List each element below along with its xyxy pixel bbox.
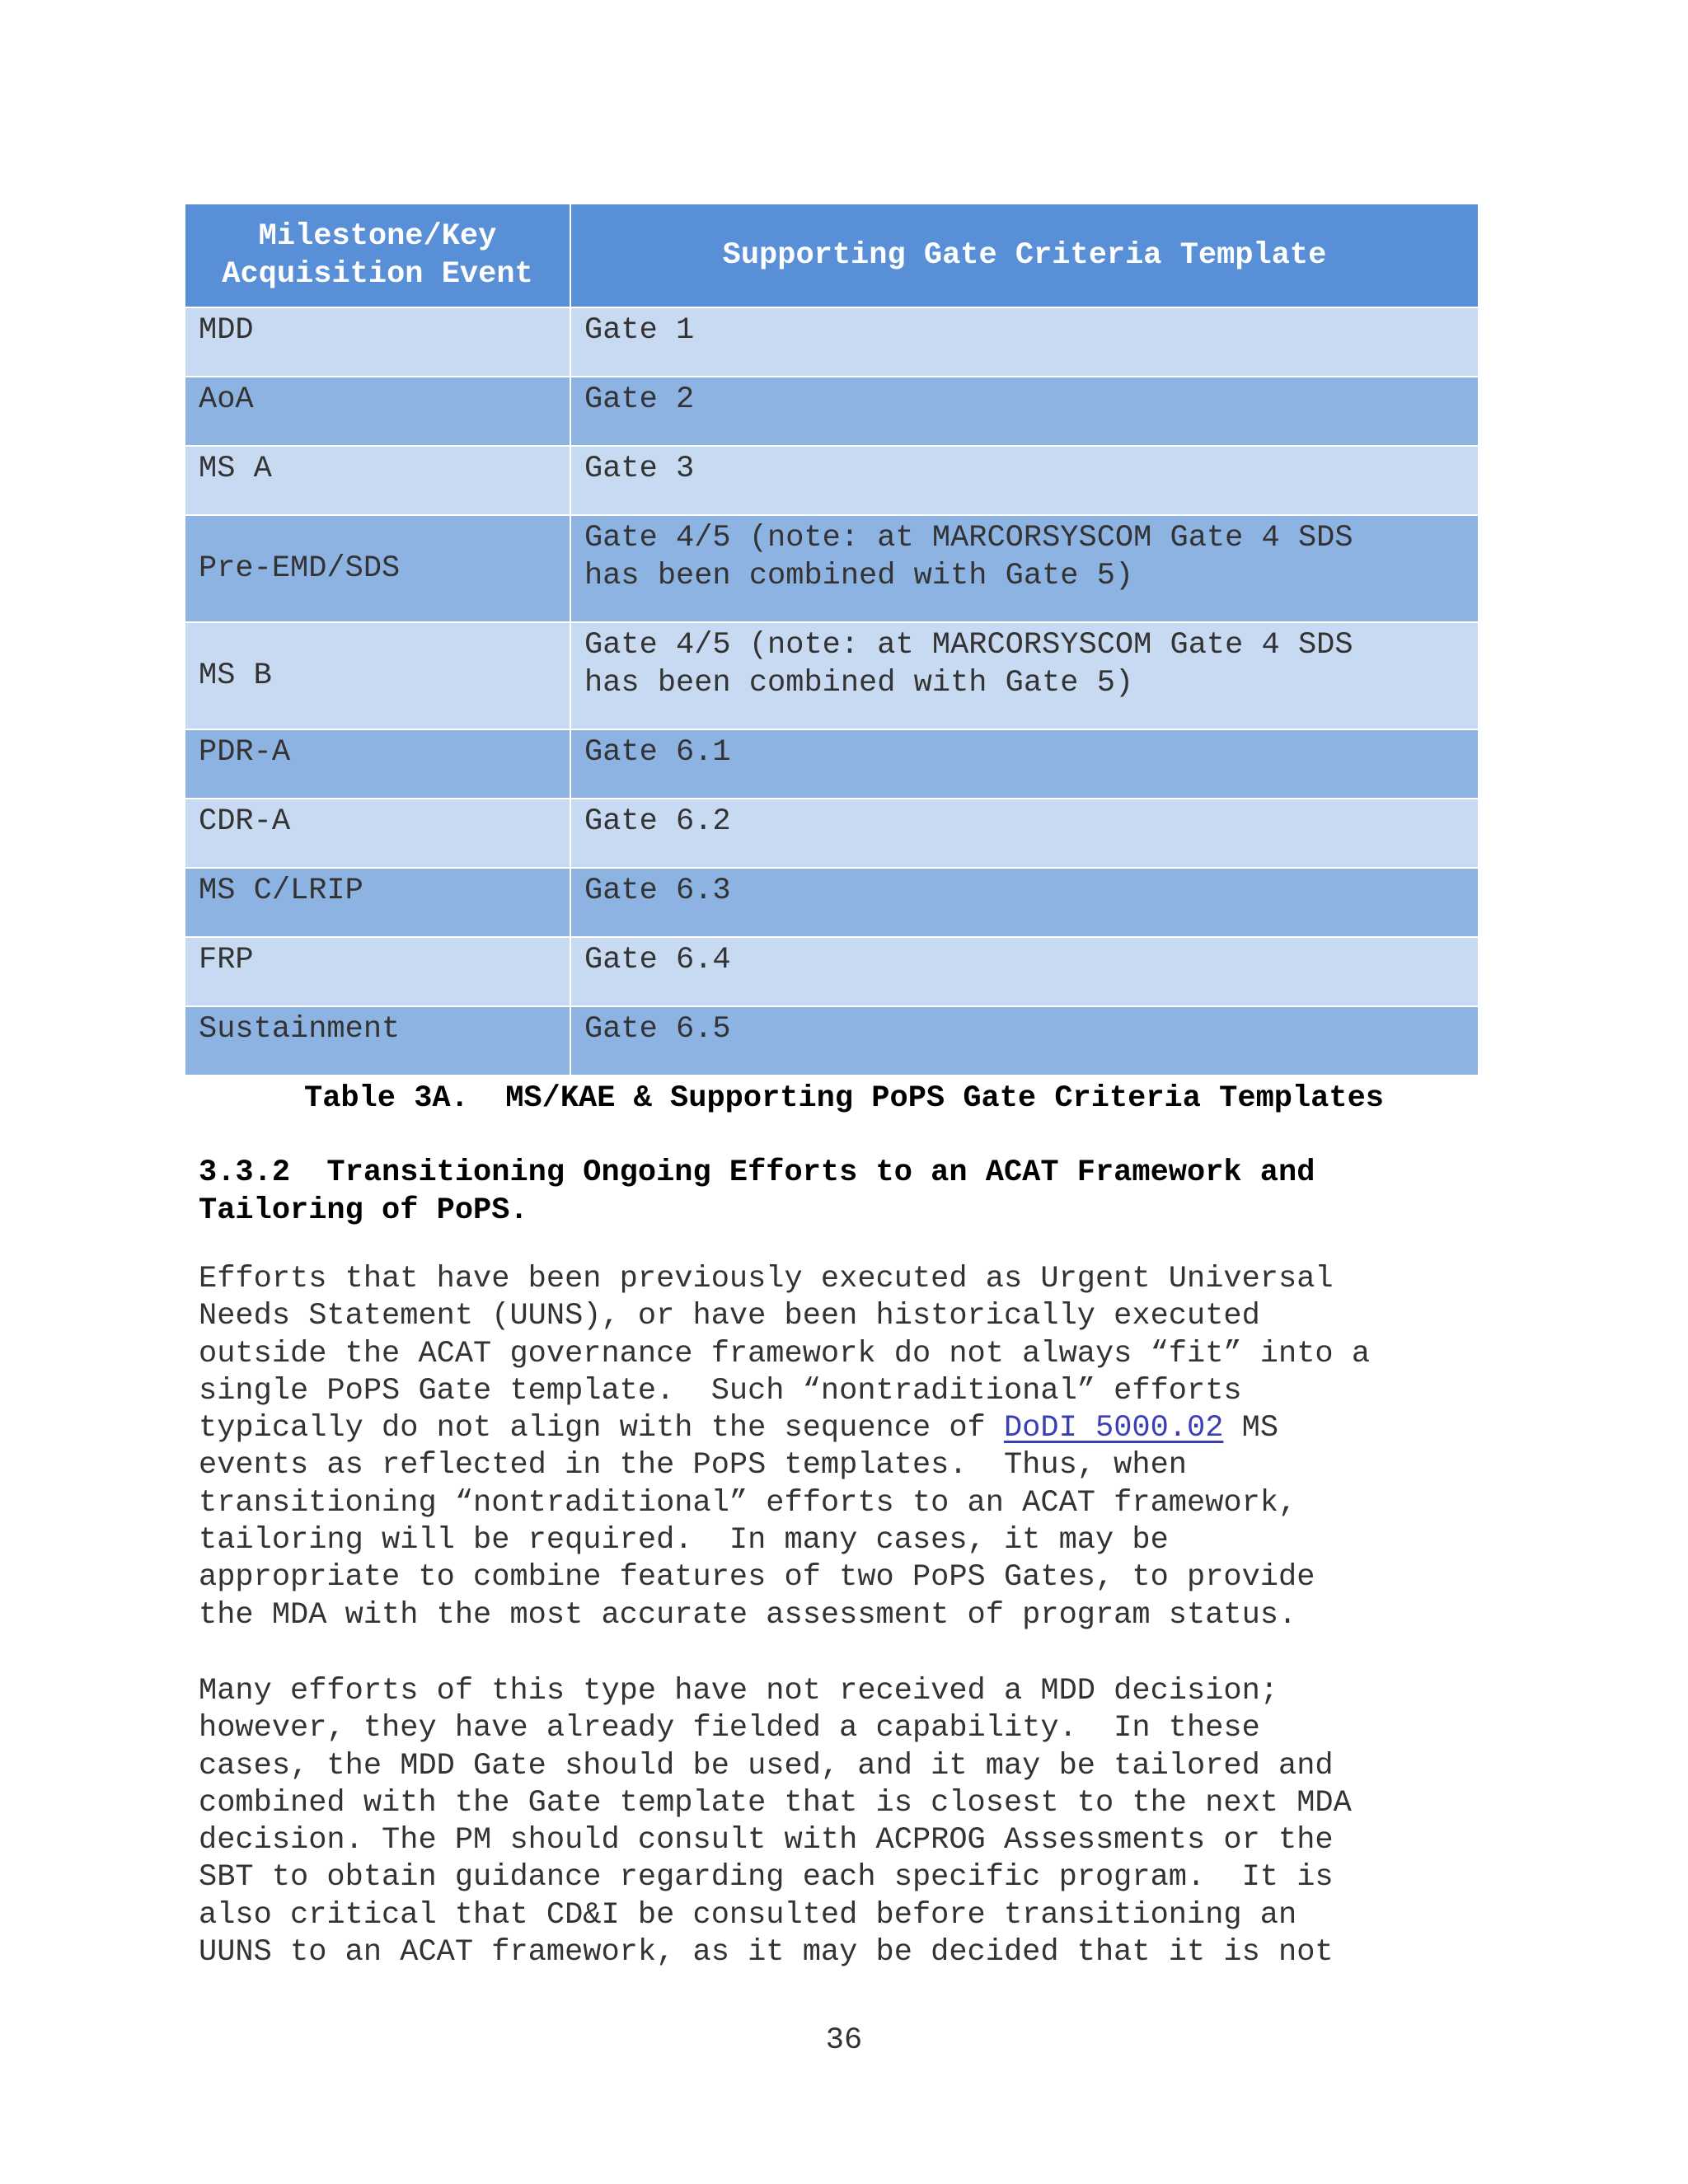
cell-gate: Gate 6.1 <box>570 729 1479 799</box>
cell-event: MS A <box>185 446 570 515</box>
table-row <box>185 1006 1479 1076</box>
body-paragraph-1 <box>199 1261 1517 1634</box>
cell-event: PDR-A <box>185 729 570 799</box>
cell-event: Pre-EMD/SDS <box>185 515 570 622</box>
cell-event: CDR-A <box>185 799 570 868</box>
table-row <box>185 799 1479 868</box>
cell-gate: Gate 3 <box>570 446 1479 515</box>
header-milestone: Milestone/Key Acquisition Event <box>185 204 570 307</box>
table-row <box>185 377 1479 446</box>
cell-gate: Gate 4/5 (note: at MARCORSYSCOM Gate 4 SDS has been combined with Gate 5) <box>570 515 1479 622</box>
cell-event: MS B <box>185 622 570 729</box>
section-heading: 3.3.2 Transitioning Ongoing Efforts to an ACAT Framework and Tailoring of PoPS. <box>199 1155 1315 1228</box>
cell-gate: Gate 4/5 (note: at MARCORSYSCOM Gate 4 SDS has been combined with Gate 5) <box>570 622 1479 729</box>
cell-gate: Gate 6.2 <box>570 799 1479 868</box>
cell-event: MDD <box>185 307 570 377</box>
table-row <box>185 446 1479 515</box>
cell-gate: Gate 6.5 <box>570 1006 1479 1076</box>
cell-gate: Gate 2 <box>570 377 1479 446</box>
header-gate-template: Supporting Gate Criteria Template <box>570 204 1479 307</box>
table-row <box>185 307 1479 377</box>
table-row <box>185 937 1479 1006</box>
table-row <box>185 622 1479 729</box>
cell-event: FRP <box>185 937 570 1006</box>
cell-gate: Gate 1 <box>570 307 1479 377</box>
table-header-row <box>185 204 1479 307</box>
paragraph-text-before-link: Efforts that have been previously executed as Urgent Universal Needs Statement (UUNS), or have been historically executed outside the ACAT governance framework do not always “fit” into a single PoPS Gate template. Such “nontraditional” efforts typically do not align with the sequence of <box>199 1262 1371 1446</box>
body-paragraph-2: Many efforts of this type have not received a MDD decision; however, they have already fielded a capability. In these cases, the MDD Gate should be used, and it may be tailored and combined with the Gate template that is closest to the next MDA decision. The PM should consult with ACPROG Assessments or the SBT to obtain guidance regarding each specific program. It is also critical that CD&I be consulted before transitioning an UUNS to an ACAT framework, as it may be decided that it is not <box>199 1674 1352 1971</box>
gate-criteria-table-wrapper <box>184 203 1478 1076</box>
gate-criteria-table <box>184 203 1479 1076</box>
cell-gate: Gate 6.3 <box>570 868 1479 937</box>
cell-gate: Gate 6.4 <box>570 937 1479 1006</box>
paragraph-text-after-link: MS events as reflected in the PoPS templates. Thus, when transitioning “nontraditional” efforts to an ACAT framework, tailoring will be required. In many cases, it may be appropriate to combine features of two PoPS Gates, to provide the MDA with the most accurate assessment of program status. <box>199 1411 1315 1633</box>
cell-event: Sustainment <box>185 1006 570 1076</box>
table-row <box>185 515 1479 622</box>
page-number: 36 <box>825 2023 863 2058</box>
table-row <box>185 868 1479 937</box>
table-caption: Table 3A. MS/KAE & Supporting PoPS Gate Criteria Templates <box>303 1081 1384 1116</box>
cell-event: MS C/LRIP <box>185 868 570 937</box>
dodi-5000-02-link[interactable]: DoDI 5000.02 <box>1003 1411 1224 1446</box>
cell-event: AoA <box>185 377 570 446</box>
table-row <box>185 729 1479 799</box>
